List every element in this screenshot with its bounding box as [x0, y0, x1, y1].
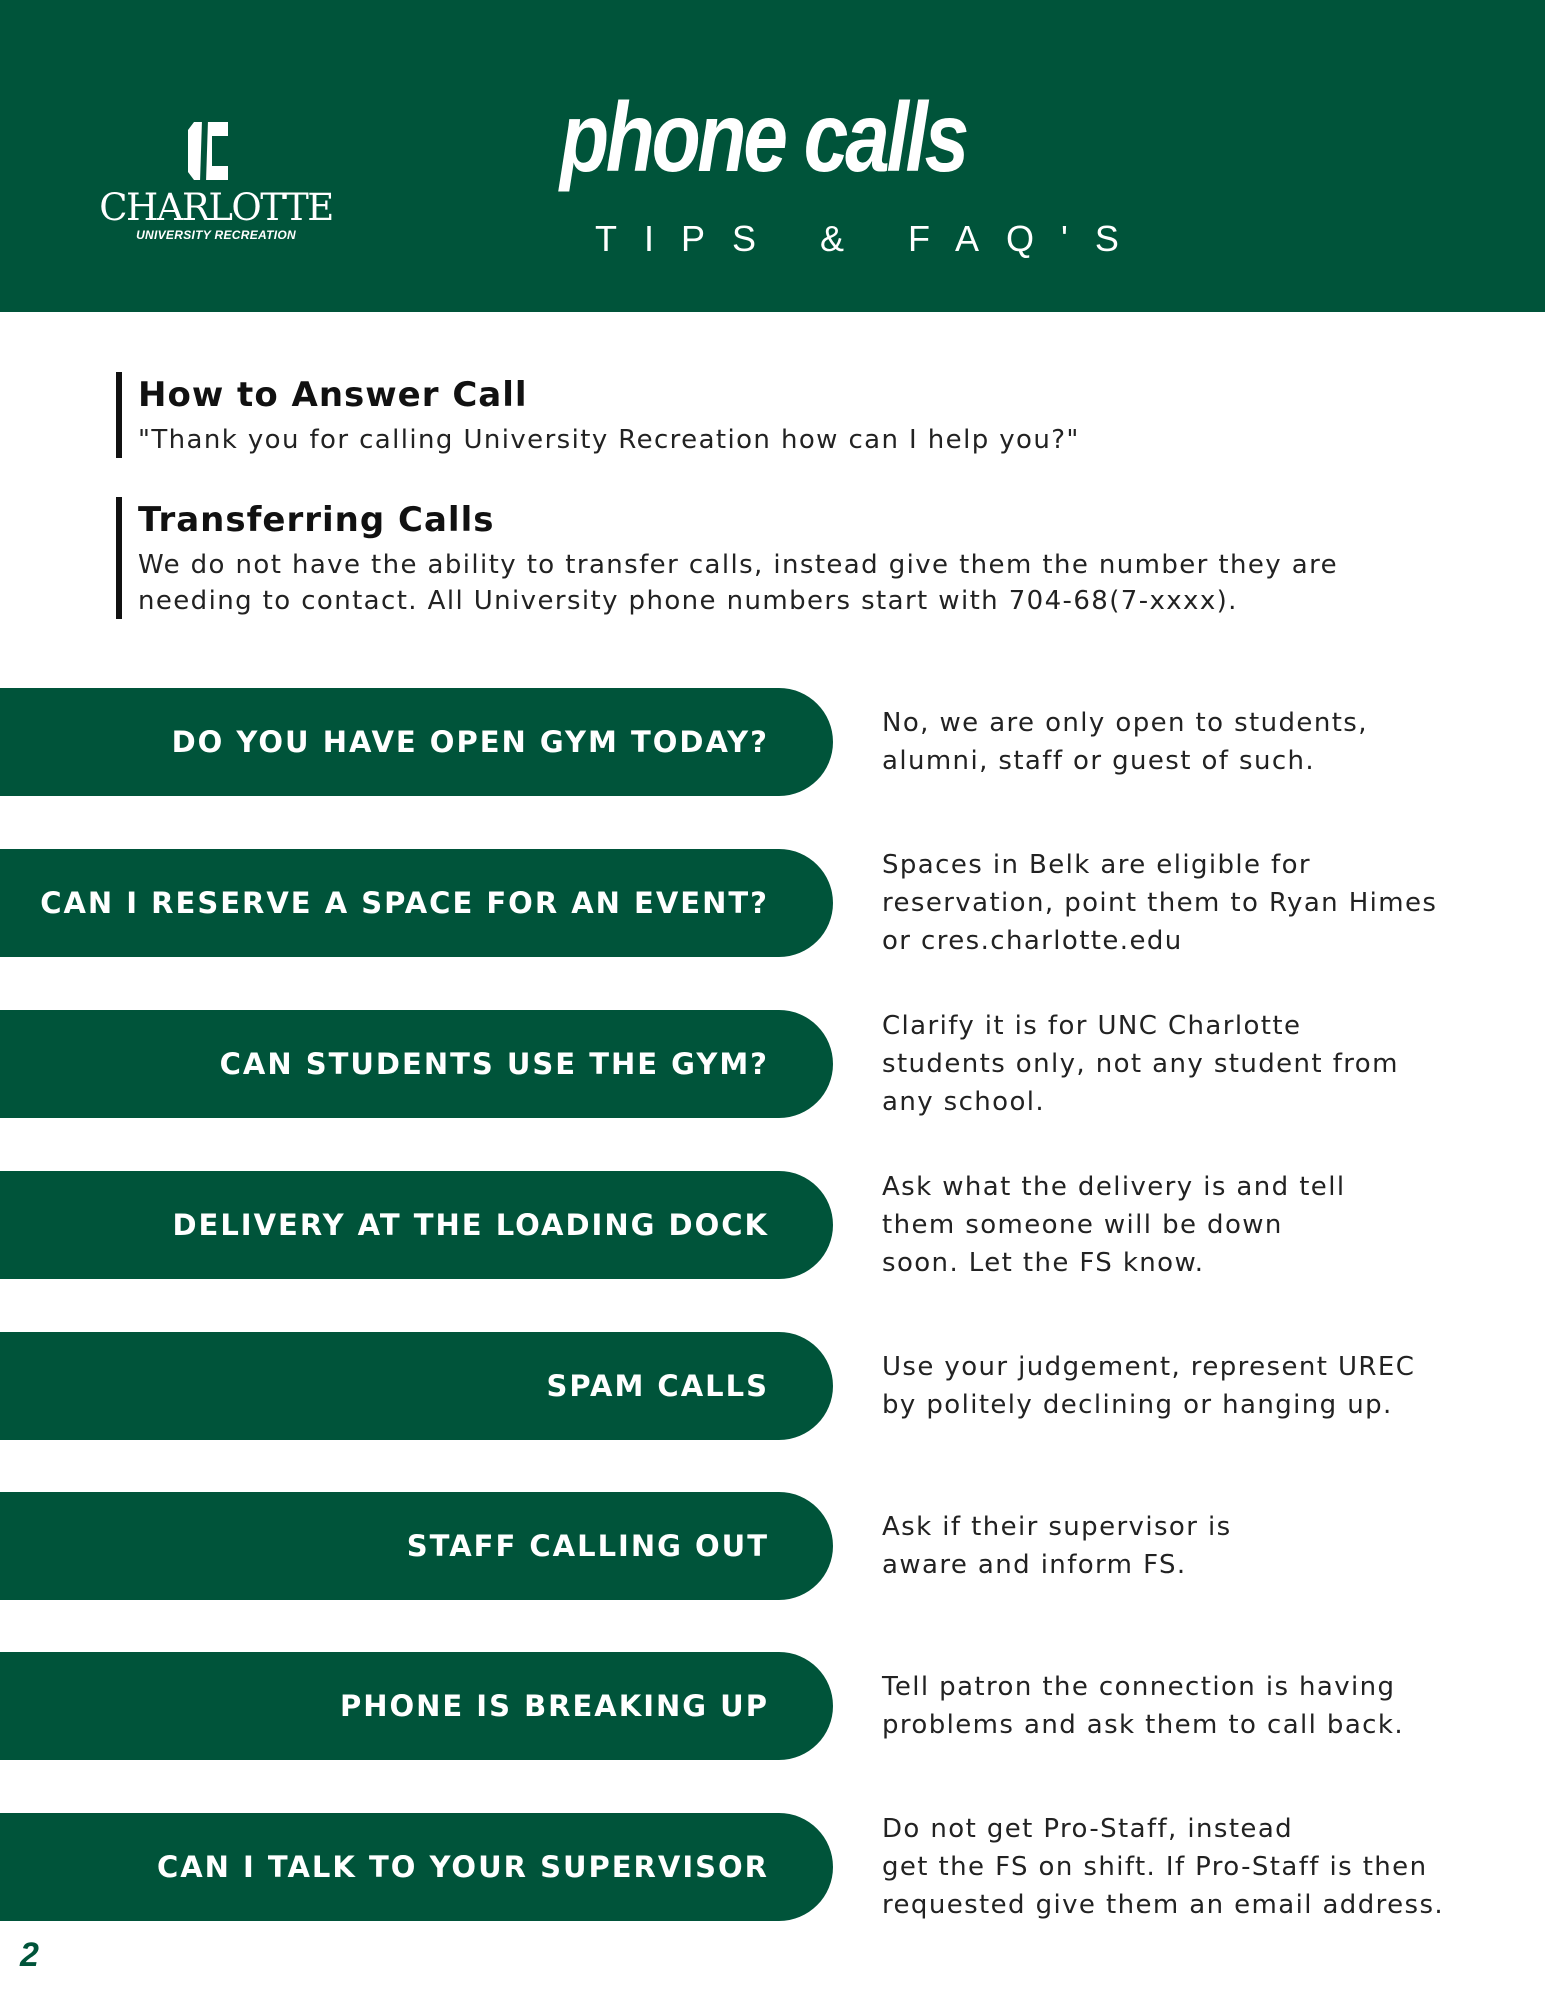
page-title: phone calls	[560, 82, 967, 192]
faq-answer: Tell patron the connection is having problems and ask them to call back.	[882, 1672, 1404, 1740]
tip-transferring-calls	[116, 497, 1338, 619]
faq-answer: Spaces in Belk are eligible for reservation, point them to Ryan Himes or cres.charlotte.edu	[882, 850, 1438, 956]
page-subtitle: TIPS & FAQ'S	[595, 218, 1146, 259]
tip-heading: How to Answer Call	[138, 375, 528, 415]
header-banner	[0, 0, 1545, 312]
faq-answer: No, we are only open to students, alumni, staff or guest of such.	[882, 708, 1368, 776]
faq-question: SPAM CALLS	[546, 1369, 769, 1403]
tip-heading: Transferring Calls	[138, 500, 495, 540]
faq-question-pill	[0, 688, 833, 796]
faq-question-pill	[0, 849, 833, 957]
faq-question-pill	[0, 1652, 833, 1760]
faq-answer: Clarify it is for UNC Charlotte students only, not any student from any school.	[882, 1011, 1399, 1117]
faq-answer: Ask if their supervisor is aware and inform FS.	[882, 1512, 1232, 1580]
tip-body: "Thank you for calling University Recreation how can I help you?"	[138, 425, 1080, 455]
faq-question-pill	[0, 1332, 833, 1440]
faq-question: CAN STUDENTS USE THE GYM?	[219, 1047, 769, 1081]
c-mark-icon	[184, 118, 238, 184]
tip-body: We do not have the ability to transfer calls, instead give them the number they are needing to contact. All University phone numbers start with 704-68(7-xxxx).	[138, 550, 1338, 616]
logo-wordmark: CHARLOTTE	[99, 186, 333, 229]
faq-answer: Ask what the delivery is and tell them someone will be down soon. Let the FS know.	[882, 1172, 1346, 1278]
faq-question: CAN I RESERVE A SPACE FOR AN EVENT?	[40, 886, 769, 920]
faq-answer: Use your judgement, represent UREC by politely declining or hanging up.	[882, 1352, 1416, 1420]
faq-question: DELIVERY AT THE LOADING DOCK	[172, 1208, 769, 1242]
faq-question-pill	[0, 1010, 833, 1118]
tip-answer-call	[116, 372, 1080, 458]
logo-subtitle: UNIVERSITY RECREATION	[136, 228, 296, 242]
faq-question: PHONE IS BREAKING UP	[339, 1689, 769, 1723]
faq-question-pill	[0, 1813, 833, 1921]
faq-question-pill	[0, 1492, 833, 1600]
faq-question: STAFF CALLING OUT	[406, 1529, 769, 1563]
faq-question: DO YOU HAVE OPEN GYM TODAY?	[171, 725, 769, 759]
faq-question-pill	[0, 1171, 833, 1279]
faq-answer: Do not get Pro-Staff, instead get the FS on shift. If Pro-Staff is then requested give them an email address.	[882, 1814, 1445, 1920]
page-number: 2	[20, 1936, 39, 1974]
faq-question: CAN I TALK TO YOUR SUPERVISOR	[156, 1850, 769, 1884]
